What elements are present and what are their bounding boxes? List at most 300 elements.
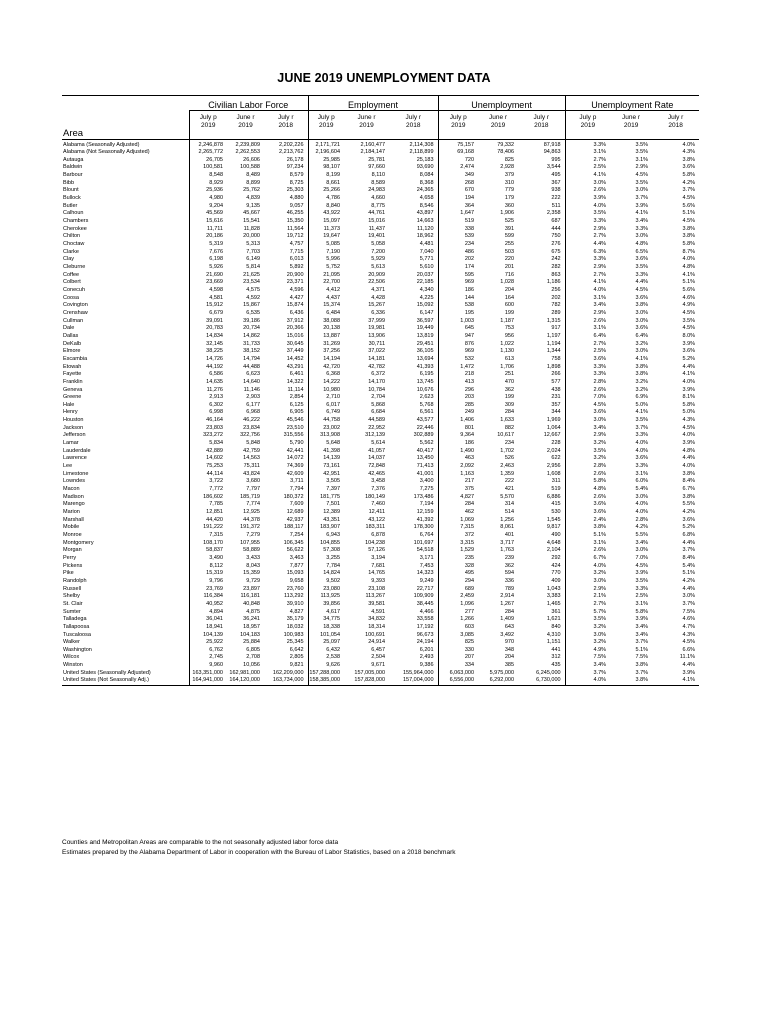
value-cell: 6,484: [308, 310, 344, 318]
table-row: [62, 555, 699, 563]
value-cell: 14,037: [368, 455, 386, 462]
table-row: [62, 601, 699, 609]
area-name-cell: St. Clair: [63, 600, 83, 607]
area-name-cell: Macon: [63, 486, 80, 493]
value-cell: 2.1%: [565, 593, 610, 601]
value-cell: 5,313: [246, 241, 260, 248]
value-cell: 162,981,000: [229, 669, 260, 676]
value-cell: 530: [551, 509, 561, 515]
value-cell: 3.7%: [635, 639, 649, 646]
area-name-cell: Conecuh: [63, 286, 86, 293]
value-cell: 6,968: [246, 409, 260, 416]
value-cell: 2.9%: [565, 586, 610, 594]
period-year: 2018: [668, 121, 683, 129]
value-cell: 2.6%: [565, 547, 610, 555]
value-cell: 1,003: [438, 318, 478, 326]
value-cell: 7,794: [289, 486, 304, 493]
table-row: [62, 417, 699, 425]
value-cell: 43,291: [286, 363, 304, 370]
value-cell: 4,839: [246, 195, 260, 202]
table-row: [62, 563, 699, 571]
period-month: June r: [622, 114, 641, 121]
area-name-cell: Houston: [63, 417, 84, 424]
value-cell: 41,001: [416, 470, 434, 477]
value-cell: 309: [504, 401, 515, 408]
column-header-period: [478, 111, 518, 140]
area-name-cell: Henry: [63, 409, 78, 416]
value-cell: 13,745: [416, 378, 434, 385]
value-cell: 42,782: [368, 363, 386, 370]
area-name-cell: Blount: [63, 187, 79, 194]
value-cell: 5,868: [371, 401, 386, 408]
value-cell: 716: [504, 271, 515, 278]
value-cell: 2,184,147: [360, 149, 386, 156]
value-cell: 109,909: [413, 593, 434, 600]
value-cell: 44,589: [368, 417, 386, 424]
value-cell: 364: [438, 203, 478, 211]
value-cell: 14,322: [286, 378, 304, 385]
value-cell: 2.9%: [565, 264, 610, 272]
value-cell: 969: [438, 279, 478, 287]
value-cell: 14,824: [308, 570, 344, 578]
value-cell: 38,225: [189, 348, 227, 356]
value-cell: 9,386: [419, 662, 434, 669]
table-row: [62, 310, 699, 318]
value-cell: 6,878: [371, 531, 386, 538]
value-cell: 3.1%: [635, 600, 649, 607]
value-cell: 6,805: [246, 646, 260, 653]
table-row: [62, 287, 699, 295]
table-row: [62, 157, 699, 165]
area-name-cell: Randolph: [63, 577, 87, 584]
value-cell: 97,660: [368, 164, 386, 171]
value-cell: 15,267: [368, 302, 386, 309]
value-cell: 100,691: [365, 631, 386, 638]
column-header-period: [344, 111, 389, 140]
value-cell: 231: [551, 394, 561, 401]
value-cell: 5.1%: [682, 279, 696, 286]
value-cell: 947: [438, 333, 478, 341]
table-row: [62, 486, 699, 494]
value-cell: 622: [551, 455, 561, 462]
value-cell: 613: [504, 355, 515, 362]
value-cell: 5.1%: [565, 532, 610, 540]
value-cell: 334: [438, 662, 478, 670]
value-cell: 970: [504, 639, 515, 646]
value-cell: 42,889: [189, 448, 227, 456]
value-cell: 2.6%: [565, 471, 610, 479]
value-cell: 25,762: [243, 187, 260, 194]
value-cell: 4.5%: [635, 172, 649, 179]
value-cell: 2,956: [546, 463, 561, 470]
value-cell: 4,827: [438, 494, 478, 502]
value-cell: 202: [551, 294, 561, 301]
value-cell: 5.5%: [635, 531, 649, 538]
column-header-period: [389, 111, 438, 140]
column-header-period: [264, 111, 308, 140]
value-cell: 3.5%: [635, 149, 649, 156]
value-cell: 435: [551, 662, 561, 669]
value-cell: 2.4%: [565, 517, 610, 525]
value-cell: 186: [438, 440, 478, 448]
value-cell: 2,463: [500, 463, 515, 470]
area-name-cell: Geneva: [63, 386, 83, 393]
value-cell: 11,373: [308, 226, 344, 234]
value-cell: 4,371: [371, 286, 386, 293]
value-cell: 23,510: [286, 424, 304, 431]
value-cell: 2.6%: [565, 187, 610, 195]
value-cell: 8.0%: [682, 332, 696, 339]
value-cell: 11,711: [189, 226, 227, 234]
value-cell: 3.2%: [635, 386, 649, 393]
value-cell: 2,246,878: [189, 139, 227, 149]
period-year: 2019: [623, 121, 639, 129]
value-cell: 5,768: [419, 401, 434, 408]
value-cell: 3,463: [289, 554, 304, 561]
value-cell: 39,856: [308, 601, 344, 609]
value-cell: 6,195: [419, 371, 434, 378]
value-cell: 7,200: [371, 248, 386, 255]
value-cell: 5.4%: [682, 562, 696, 569]
value-cell: 2,160,477: [360, 141, 386, 148]
value-cell: 2,024: [546, 447, 561, 454]
value-cell: 462: [438, 509, 478, 517]
value-cell: 97,234: [286, 164, 304, 171]
value-cell: 37,912: [286, 317, 304, 324]
value-cell: 36,241: [243, 616, 260, 623]
value-cell: 3,433: [246, 554, 260, 561]
value-cell: 45,667: [243, 210, 260, 217]
value-cell: 6,886: [546, 493, 561, 500]
value-cell: 3.7%: [682, 547, 696, 554]
value-cell: 183,907: [308, 524, 344, 532]
value-cell: 3.3%: [565, 371, 610, 379]
value-cell: 71,413: [416, 463, 434, 470]
value-cell: 995: [551, 156, 561, 163]
value-cell: 18,338: [308, 624, 344, 632]
value-cell: 2,493: [419, 654, 434, 661]
value-cell: 251: [504, 371, 515, 378]
value-cell: 15,092: [416, 302, 434, 309]
value-cell: 4.4%: [682, 363, 696, 370]
value-cell: 1,266: [438, 616, 478, 624]
area-name-cell: Walker: [63, 639, 80, 646]
value-cell: 13,906: [368, 332, 386, 339]
value-cell: 181,775: [308, 494, 344, 502]
area-name-cell: Colbert: [63, 279, 81, 286]
value-cell: 36,105: [416, 348, 434, 355]
value-cell: 43,351: [308, 517, 344, 525]
area-name-cell: Marion: [63, 509, 80, 515]
value-cell: 441: [551, 646, 561, 653]
value-cell: 3.0%: [635, 309, 649, 316]
value-cell: 4.0%: [682, 432, 696, 439]
value-cell: 6.7%: [565, 555, 610, 563]
value-cell: 178,300: [413, 524, 434, 531]
value-cell: 3.8%: [635, 371, 649, 378]
value-cell: 6.9%: [635, 394, 649, 401]
value-cell: 23,760: [286, 585, 304, 592]
value-cell: 4.4%: [682, 585, 696, 592]
value-cell: 104,139: [189, 632, 227, 640]
value-cell: 13,694: [416, 355, 434, 362]
table-row: [62, 593, 699, 601]
value-cell: 11,828: [243, 225, 260, 232]
value-cell: 4.0%: [682, 141, 696, 148]
table-row: [62, 187, 699, 195]
value-cell: 526: [504, 455, 515, 462]
value-cell: 4,581: [189, 295, 227, 303]
value-cell: 234: [504, 440, 515, 447]
value-cell: 1,529: [438, 547, 478, 555]
value-cell: 25,183: [416, 156, 434, 163]
table-row: [62, 233, 699, 241]
value-cell: 3.9%: [682, 340, 696, 347]
table-row: [62, 333, 699, 341]
table-row: [62, 210, 699, 218]
value-cell: 3,383: [546, 593, 561, 600]
value-cell: 2.5%: [565, 164, 610, 172]
value-cell: 218: [438, 371, 478, 379]
value-cell: 188,117: [284, 524, 304, 531]
value-cell: 25,303: [286, 187, 304, 194]
value-cell: 186: [438, 287, 478, 295]
value-cell: 22,446: [416, 424, 434, 431]
area-name-cell: DeKalb: [63, 340, 82, 347]
value-cell: 3.9%: [635, 570, 649, 577]
value-cell: 6,125: [289, 401, 304, 408]
value-cell: 3.0%: [565, 632, 610, 640]
value-cell: 14,765: [368, 570, 386, 577]
value-cell: 296: [438, 387, 478, 395]
value-cell: 4.0%: [565, 677, 610, 685]
area-name-cell: Coosa: [63, 294, 79, 301]
value-cell: 4.0%: [565, 203, 610, 211]
value-cell: 3,544: [546, 164, 561, 171]
area-name-cell: Cleburne: [63, 264, 86, 270]
value-cell: 328: [438, 563, 478, 571]
value-cell: 41,393: [416, 363, 434, 370]
value-cell: 4,592: [246, 294, 260, 301]
value-cell: 14,181: [368, 355, 386, 362]
value-cell: 39,186: [243, 317, 260, 324]
value-cell: 26,178: [286, 156, 304, 163]
value-cell: 840: [551, 623, 561, 630]
value-cell: 14,170: [368, 378, 386, 385]
value-cell: 594: [504, 570, 515, 577]
value-cell: 1,608: [546, 470, 561, 477]
value-cell: 8,112: [189, 563, 227, 571]
value-cell: 3.2%: [565, 440, 610, 448]
value-cell: 3.8%: [635, 302, 649, 309]
value-cell: 3.8%: [565, 524, 610, 532]
value-cell: 3,717: [500, 539, 515, 546]
value-cell: 41,398: [308, 448, 344, 456]
area-name-cell: Escambia: [63, 355, 88, 362]
value-cell: 24,914: [368, 639, 386, 646]
value-cell: 4.3%: [682, 417, 696, 424]
value-cell: 21,095: [308, 272, 344, 280]
value-cell: 4,827: [289, 608, 304, 615]
value-cell: 2,854: [289, 394, 304, 401]
value-cell: 163,351,000: [189, 670, 227, 678]
value-cell: 24,983: [368, 187, 386, 194]
value-cell: 687: [551, 218, 561, 225]
value-cell: 330: [438, 647, 478, 655]
table-row: [62, 639, 699, 647]
value-cell: 956: [504, 332, 515, 339]
value-cell: 11,564: [287, 225, 304, 232]
area-name-cell: Morgan: [63, 547, 82, 554]
value-cell: 645: [438, 325, 478, 333]
table-row: [62, 409, 699, 417]
value-cell: 183,311: [365, 524, 386, 531]
value-cell: 7,715: [289, 248, 304, 255]
value-cell: 220: [504, 256, 515, 263]
table-row: [62, 494, 699, 502]
value-cell: 3.5%: [565, 448, 610, 456]
area-name-cell: Elmore: [63, 348, 81, 355]
table-row: [62, 325, 699, 333]
value-cell: 25,097: [308, 639, 344, 647]
value-cell: 5,570: [500, 493, 515, 500]
value-cell: 4,310: [546, 631, 561, 638]
value-cell: 600: [504, 302, 515, 309]
value-cell: 362: [504, 386, 515, 393]
value-cell: 4.6%: [682, 294, 696, 301]
value-cell: 179: [504, 195, 515, 202]
value-cell: 7,279: [246, 531, 260, 538]
value-cell: 1,898: [546, 363, 561, 370]
value-cell: 3.7%: [565, 670, 610, 678]
value-cell: 1,465: [546, 600, 561, 607]
value-cell: 10,056: [243, 662, 260, 669]
value-cell: 3.7%: [635, 195, 649, 202]
value-cell: 5,771: [419, 256, 434, 263]
value-cell: 2.6%: [565, 387, 610, 395]
unemployment-table: [62, 95, 699, 686]
value-cell: 8,775: [371, 202, 386, 209]
value-cell: 1,151: [546, 639, 561, 646]
value-cell: 3,255: [308, 555, 344, 563]
value-cell: 23,834: [243, 424, 260, 431]
group-header-employment: Employment: [308, 96, 438, 111]
value-cell: 6,436: [289, 309, 304, 316]
value-cell: 2,913: [189, 394, 227, 402]
value-cell: 234: [438, 241, 478, 249]
value-cell: 23,108: [368, 585, 386, 592]
value-cell: 3.6%: [565, 356, 610, 364]
area-name-cell: Dale: [63, 325, 75, 332]
value-cell: 10,676: [416, 386, 434, 393]
value-cell: 14,194: [308, 356, 344, 364]
value-cell: 525: [504, 218, 515, 225]
value-cell: 3.6%: [565, 509, 610, 517]
table-row: [62, 371, 699, 379]
period-month: July p: [579, 114, 597, 121]
area-name-cell: Washington: [63, 646, 92, 653]
value-cell: 3.4%: [635, 631, 649, 638]
value-cell: 8.4%: [682, 554, 696, 561]
value-cell: 4.0%: [682, 256, 696, 263]
value-cell: 4.0%: [682, 463, 696, 470]
value-cell: 1,022: [500, 340, 515, 347]
value-cell: 3.4%: [635, 218, 649, 225]
table-row: [62, 272, 699, 280]
value-cell: 228: [551, 440, 561, 447]
value-cell: 675: [551, 248, 561, 255]
value-cell: 8,061: [500, 524, 515, 531]
value-cell: 8,548: [189, 172, 227, 180]
value-cell: 2,914: [500, 593, 515, 600]
value-cell: 1,069: [438, 517, 478, 525]
value-cell: 7,703: [246, 248, 260, 255]
value-cell: 4.5%: [682, 309, 696, 316]
value-cell: 6,432: [308, 647, 344, 655]
value-cell: 157,288,000: [308, 670, 344, 678]
value-cell: 7,676: [189, 249, 227, 257]
value-cell: 782: [551, 302, 561, 309]
value-cell: 4,660: [371, 195, 386, 202]
value-cell: 3.0%: [635, 348, 649, 355]
value-cell: 6.5%: [635, 248, 649, 255]
value-cell: 7,190: [308, 249, 344, 257]
value-cell: 4.1%: [635, 355, 649, 362]
value-cell: 75,253: [189, 463, 227, 471]
value-cell: 19,401: [368, 233, 386, 240]
value-cell: 4.4%: [682, 455, 696, 462]
value-cell: 6.4%: [565, 333, 610, 341]
value-cell: 3,315: [438, 540, 478, 548]
table-row: [62, 364, 699, 372]
value-cell: 3,505: [308, 478, 344, 486]
value-cell: 876: [438, 341, 478, 349]
value-cell: 12,159: [416, 509, 434, 515]
value-cell: 7,784: [308, 563, 344, 571]
value-cell: 15,541: [243, 218, 260, 225]
value-cell: 25,781: [368, 156, 386, 163]
value-cell: 5,610: [419, 264, 434, 270]
value-cell: 19,981: [368, 325, 386, 332]
value-cell: 42,441: [286, 447, 304, 454]
value-cell: 7.0%: [565, 394, 610, 402]
value-cell: 8,043: [246, 562, 260, 569]
value-cell: 34,775: [308, 616, 344, 624]
table-row: [62, 540, 699, 548]
value-cell: 93,690: [416, 164, 434, 171]
value-cell: 463: [438, 455, 478, 463]
value-cell: 157,005,000: [354, 669, 386, 676]
value-cell: 9,249: [419, 577, 434, 584]
value-cell: 313,908: [308, 432, 344, 440]
value-cell: 9,671: [371, 662, 386, 669]
value-cell: 15,867: [243, 302, 260, 309]
value-cell: 104,183: [240, 631, 260, 638]
value-cell: 6,017: [308, 402, 344, 410]
value-cell: 15,319: [189, 570, 227, 578]
value-cell: 5.7%: [565, 609, 610, 617]
value-cell: 6,336: [371, 309, 386, 316]
value-cell: 3.3%: [565, 256, 610, 264]
value-cell: 157,004,000: [389, 677, 438, 685]
value-cell: 3.9%: [682, 440, 696, 447]
value-cell: 4,598: [189, 287, 227, 295]
value-cell: 42,759: [243, 447, 260, 454]
value-cell: 6,730,000: [518, 677, 565, 685]
value-cell: 15,874: [286, 302, 304, 309]
value-cell: 23,669: [189, 279, 227, 287]
value-cell: 14,222: [308, 379, 344, 387]
